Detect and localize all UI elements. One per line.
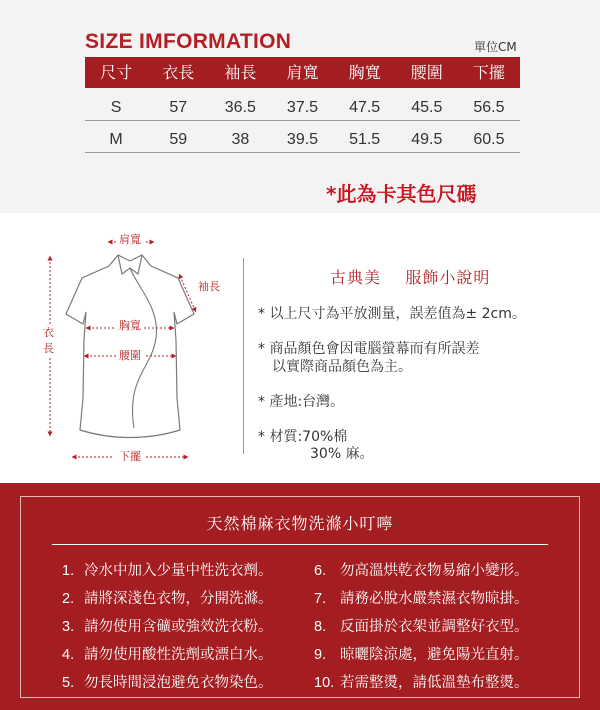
header-cell: 胸寬 — [348, 63, 381, 82]
header-cell: 下擺 — [472, 63, 505, 82]
wash-item — [314, 615, 529, 636]
info-divider — [243, 258, 244, 454]
info-line — [258, 358, 412, 376]
table-cell: M — [109, 131, 123, 148]
info-line — [258, 445, 374, 463]
wash-item-num: 9. — [314, 647, 327, 663]
label-hem: 下擺 — [119, 450, 141, 463]
table-cell: 45.5 — [411, 99, 443, 116]
info-line-cont: 30% 麻。 — [310, 446, 374, 462]
header-cell: 袖長 — [224, 63, 257, 82]
unit-label: 單位CM — [474, 40, 517, 54]
color-size-note: *此為卡其色尺碼 — [326, 182, 477, 206]
table-cell: 59 — [169, 131, 188, 148]
shirt-measurement-diagram — [30, 228, 230, 463]
table-cell: 38 — [231, 131, 250, 148]
wash-item — [62, 643, 273, 664]
wash-item-text: 請勿使用含礦或強效洗衣粉。 — [84, 619, 273, 635]
wash-item-num: 8. — [314, 619, 327, 635]
label-length-2: 長 — [43, 342, 54, 355]
wash-section — [0, 483, 600, 710]
wash-item-text: 晾曬陰涼處，避免陽光直射。 — [340, 647, 529, 663]
size-title: SIZE IMFORMATION — [85, 30, 292, 53]
wash-separator — [52, 544, 548, 545]
wash-item-text: 勿高溫烘乾衣物易縮小變形。 — [340, 563, 529, 579]
wash-item-text: 勿長時間浸泡避免衣物染色。 — [84, 675, 273, 691]
table-cell: 36.5 — [224, 99, 256, 116]
info-line: * 材質:70%棉 — [258, 429, 348, 445]
wash-item — [62, 615, 273, 636]
wash-item-text: 冷水中加入少量中性洗衣劑。 — [84, 563, 273, 579]
table-cell: 56.5 — [473, 99, 505, 116]
info-title — [330, 265, 490, 288]
wash-title: 天然棉麻衣物洗滌小叮嚀 — [206, 514, 394, 533]
wash-item-num: 4. — [62, 647, 75, 663]
header-cell: 腰圍 — [410, 63, 443, 82]
table-cell: 60.5 — [473, 131, 505, 148]
wash-item — [314, 671, 529, 692]
wash-item-num: 5. — [62, 675, 75, 691]
brand-name: 古典美 — [330, 268, 382, 287]
wash-item-text: 請將深淺色衣物，分開洗滌。 — [84, 591, 273, 607]
table-cell: 49.5 — [411, 131, 443, 148]
header-cell: 尺寸 — [100, 63, 133, 82]
table-cell: 37.5 — [286, 99, 319, 116]
info-heading: 服飾小說明 — [405, 268, 491, 287]
wash-item-text: 請務必脫水嚴禁濕衣物晾掛。 — [340, 591, 529, 607]
wash-item-num: 7. — [314, 591, 327, 607]
wash-item-num: 6. — [314, 563, 327, 579]
label-shoulder: 肩寬 — [119, 233, 141, 246]
table-cell: 57 — [169, 99, 188, 116]
info-line: * 商品顏色會因電腦螢幕而有所誤差 — [258, 341, 480, 357]
table-cell: 39.5 — [286, 131, 319, 148]
table-row — [85, 95, 520, 121]
info-line-cont: 以實際商品顏色為主。 — [272, 359, 412, 375]
wash-item-num: 1. — [62, 563, 75, 579]
size-section — [0, 0, 600, 213]
wash-item — [62, 587, 273, 608]
info-line: * 以上尺寸為平放測量，誤差值為± 2cm。 — [258, 306, 526, 322]
wash-item — [314, 587, 529, 608]
shirt-outline — [66, 255, 194, 438]
label-chest: 胸寬 — [119, 319, 141, 332]
header-cell: 衣長 — [162, 63, 195, 82]
wash-item — [314, 643, 529, 664]
label-sleeve: 袖長 — [198, 280, 220, 293]
wash-item-text: 反面掛於衣架並調整好衣型。 — [340, 619, 529, 635]
size-table-header — [85, 57, 520, 88]
wash-item — [314, 559, 529, 580]
wash-item — [62, 671, 273, 692]
label-waist: 腰圍 — [119, 349, 141, 362]
shirt-collar — [118, 255, 142, 274]
table-cell: 47.5 — [349, 99, 381, 116]
table-cell: S — [110, 99, 122, 116]
wash-item-text: 若需整燙，請低溫墊布整燙。 — [340, 675, 529, 691]
table-row — [85, 127, 520, 153]
header-cell: 肩寬 — [286, 63, 319, 82]
wash-item — [62, 559, 273, 580]
label-length-1: 衣 — [43, 326, 54, 339]
wash-item-text: 請勿使用酸性洗劑或漂白水。 — [84, 647, 273, 663]
info-line: * 產地:台灣。 — [258, 394, 345, 410]
wash-item-num: 2. — [62, 591, 75, 607]
wash-item-num: 3. — [62, 619, 75, 635]
table-cell: 51.5 — [349, 131, 381, 148]
wash-item-num: 10. — [314, 675, 335, 691]
